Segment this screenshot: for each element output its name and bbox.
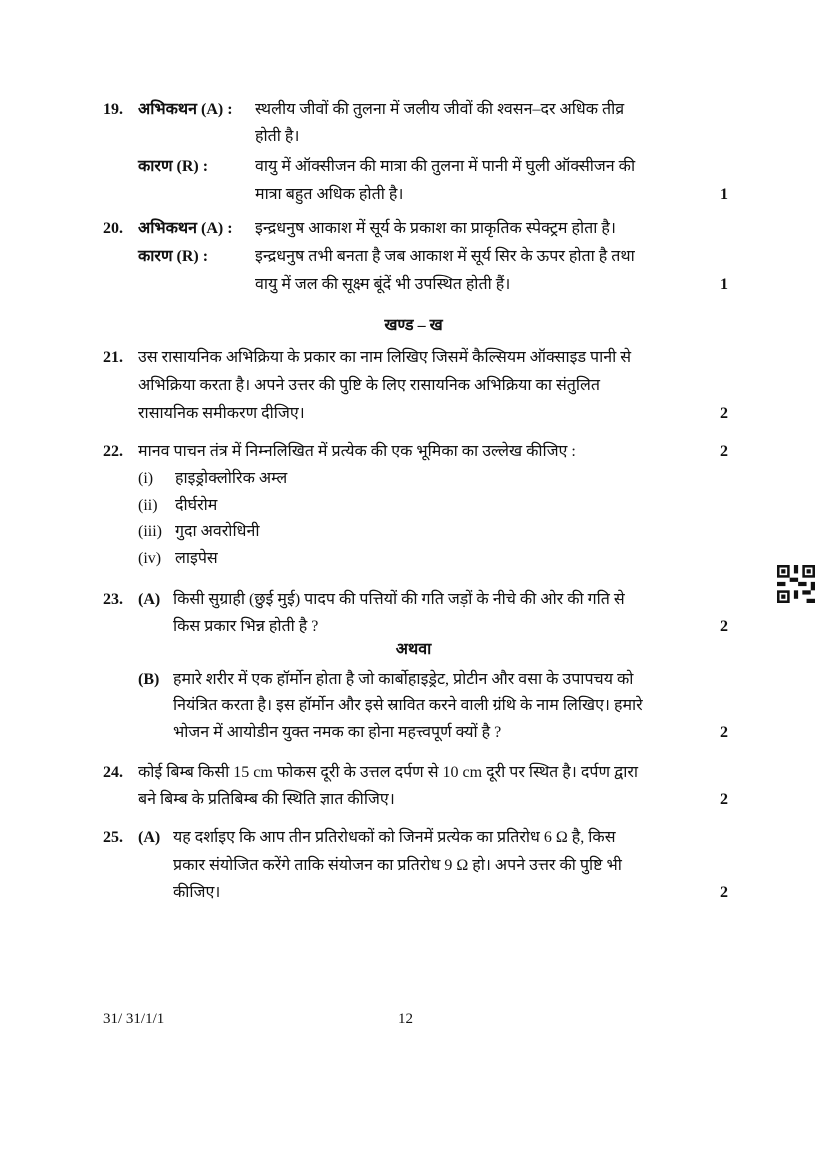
item-text: दीर्घरोम <box>175 497 218 514</box>
item-label: (ii) <box>138 497 158 514</box>
marks: 2 <box>720 884 728 901</box>
question-number: 22. <box>103 443 123 460</box>
marks: 2 <box>720 618 728 635</box>
item-label: (iii) <box>138 523 162 540</box>
item-text: हाइड्रोक्लोरिक अम्ल <box>175 470 288 487</box>
option-label: (A) <box>138 829 161 846</box>
qr-code-icon <box>777 565 815 603</box>
assertion-text: स्थलीय जीवों की तुलना में जलीय जीवों की श्वसन–दर अधिक तीव्र <box>255 101 625 118</box>
reason-label: कारण (R) : <box>138 248 209 265</box>
question-number: 21. <box>103 349 123 366</box>
or-heading: अथवा <box>395 641 432 658</box>
question-text: प्रकार संयोजित करेंगे ताकि संयोजन का प्रतिरोध 9 Ω हो। अपने उत्तर की पुष्टि भी <box>173 857 622 874</box>
paper-code: 31/ 31/1/1 <box>103 1011 165 1027</box>
marks: 2 <box>720 405 728 422</box>
question-text: कोई बिम्ब किसी 15 cm फोकस दूरी के उत्तल दर्पण से 10 cm दूरी पर स्थित है। दर्पण द्वारा <box>138 764 639 781</box>
question-text: हमारे शरीर में एक हॉर्मोन होता है जो कार्बोहाइड्रेट, प्रोटीन और वसा के उपापचय को <box>173 671 634 688</box>
question-number: 19. <box>103 101 123 118</box>
question-number: 24. <box>103 764 123 781</box>
reason-text: वायु में जल की सूक्ष्म बूंदें भी उपस्थित होती हैं। <box>255 276 511 293</box>
question-text: उस रासायनिक अभिक्रिया के प्रकार का नाम लिखिए जिसमें कैल्सियम ऑक्साइड पानी से <box>138 349 632 366</box>
question-text: अभिक्रिया करता है। अपने उत्तर की पुष्टि के लिए रासायनिक अभिक्रिया का संतुलित <box>138 377 601 394</box>
question-text: नियंत्रित करता है। इस हॉर्मोन और इसे स्रावित करने वाली ग्रंथि के नाम लिखिए। हमारे <box>173 697 643 714</box>
marks: 1 <box>720 276 728 293</box>
reason-text: वायु में ऑक्सीजन की मात्रा की तुलना में पानी में घुली ऑक्सीजन की <box>255 158 636 175</box>
question-number: 25. <box>103 829 123 846</box>
question-text: भोजन में आयोडीन युक्त नमक का होना महत्त्वपूर्ण क्यों है ? <box>173 724 502 741</box>
assertion-text: इन्द्रधनुष आकाश में सूर्य के प्रकाश का प्राकृतिक स्पेक्ट्रम होता है। <box>255 220 616 237</box>
option-label: (A) <box>138 591 161 608</box>
question-number: 20. <box>103 220 123 237</box>
question-number: 23. <box>103 591 123 608</box>
item-label: (i) <box>138 470 154 487</box>
marks: 2 <box>720 443 728 460</box>
reason-text: इन्द्रधनुष तभी बनता है जब आकाश में सूर्य सिर के ऊपर होता है तथा <box>255 248 635 265</box>
item-text: गुदा अवरोधिनी <box>175 523 260 540</box>
item-label: (iv) <box>138 550 162 567</box>
page-number: 12 <box>398 1011 413 1027</box>
question-text: किसी सुग्राही (छुई मुई) पादप की पत्तियों की गति जड़ों के नीचे की ओर की गति से <box>173 591 625 608</box>
option-label: (B) <box>138 671 160 688</box>
question-text: रासायनिक समीकरण दीजिए। <box>138 405 305 422</box>
question-text: यह दर्शाइए कि आप तीन प्रतिरोधकों को जिनमें प्रत्येक का प्रतिरोध 6 Ω है, किस <box>173 829 616 846</box>
marks: 2 <box>720 791 728 808</box>
question-text: बने बिम्ब के प्रतिबिम्ब की स्थिति ज्ञात कीजिए। <box>138 791 395 808</box>
reason-label: कारण (R) : <box>138 158 209 175</box>
question-text: मानव पाचन तंत्र में निम्नलिखित में प्रत्येक की एक भूमिका का उल्लेख कीजिए : <box>138 443 576 460</box>
assertion-text: होती है। <box>255 128 300 145</box>
item-text: लाइपेस <box>175 550 218 567</box>
question-text: कीजिए। <box>173 884 221 901</box>
marks: 1 <box>720 186 728 203</box>
assertion-label: अभिकथन (A) : <box>138 220 233 237</box>
marks: 2 <box>720 724 728 741</box>
reason-text: मात्रा बहुत अधिक होती है। <box>255 186 404 203</box>
question-text: किस प्रकार भिन्न होती है ? <box>173 618 319 635</box>
assertion-label: अभिकथन (A) : <box>138 101 233 118</box>
section-heading: खण्ड – ख <box>384 317 443 334</box>
